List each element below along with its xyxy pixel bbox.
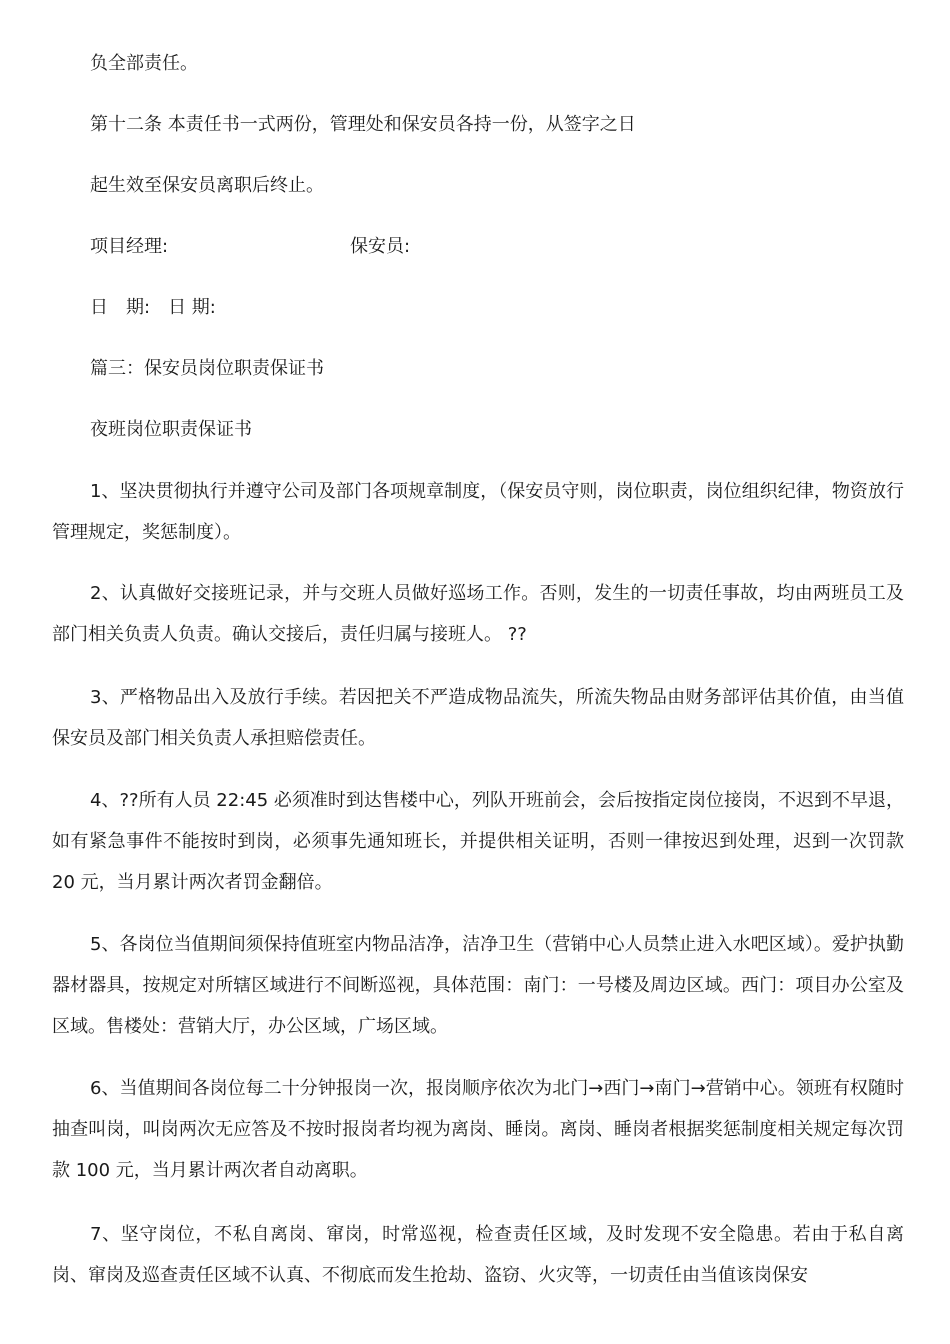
item-5: 5、各岗位当值期间须保持值班室内物品洁净，洁净卫生（营销中心人员禁止进入水吧区域）。爱护执勤器材器具，按规定对所辖区域进行不间断巡视，具体范围：南门：一号楼及周边区域。西门：项目办公室及区域。售楼处：营销大厅，办公区域，广场区域。	[52, 934, 904, 1037]
guard-signature-label: 保安员:	[350, 236, 411, 257]
text-line-1: 负全部责任。	[90, 53, 198, 74]
text-line-3: 起生效至保安员离职后终止。	[90, 175, 324, 196]
section-title: 篇三：保安员岗位职责保证书	[90, 358, 324, 379]
date-label: 日 期: 日 期:	[90, 297, 216, 318]
document-subtitle: 夜班岗位职责保证书	[90, 419, 252, 440]
item-2: 2、认真做好交接班记录，并与交班人员做好巡场工作。否则，发生的一切责任事故，均由两班员工及部门相关负责人负责。确认交接后，责任归属与接班人。 ??	[52, 583, 904, 645]
item-1: 1、坚决贯彻执行并遵守公司及部门各项规章制度，（保安员守则，岗位职责，岗位组织纪律，物资放行管理规定，奖惩制度）。	[52, 481, 904, 543]
item-7: 7、坚守岗位，不私自离岗、窜岗，时常巡视，检查责任区域，及时发现不安全隐患。若由于私自离岗、窜岗及巡查责任区域不认真、不彻底而发生抢劫、盗窃、火灾等，一切责任由当值该岗保安	[52, 1224, 904, 1286]
text-line-article-12: 第十二条 本责任书一式两份，管理处和保安员各持一份，从签字之日	[90, 114, 636, 135]
item-6: 6、当值期间各岗位每二十分钟报岗一次，报岗顺序依次为北门→西门→南门→营销中心。领班有权随时抽查叫岗，叫岗两次无应答及不按时报岗者均视为离岗、睡岗。离岗、睡岗者根据奖惩制度相关规定每次罚款 100 元，当月累计两次者自动离职。	[52, 1078, 904, 1181]
item-3: 3、严格物品出入及放行手续。若因把关不严造成物品流失，所流失物品由财务部评估其价值，由当值保安员及部门相关负责人承担赔偿责任。	[52, 687, 904, 749]
item-4: 4、??所有人员 22:45 必须准时到达售楼中心，列队开班前会，会后按指定岗位接岗，不迟到不早退，如有紧急事件不能按时到岗，必须事先通知班长，并提供相关证明，否则一律按迟到处理，迟到一次罚款 20 元，当月累计两次者罚金翻倍。	[52, 790, 904, 893]
manager-signature-label: 项目经理:	[90, 236, 169, 257]
